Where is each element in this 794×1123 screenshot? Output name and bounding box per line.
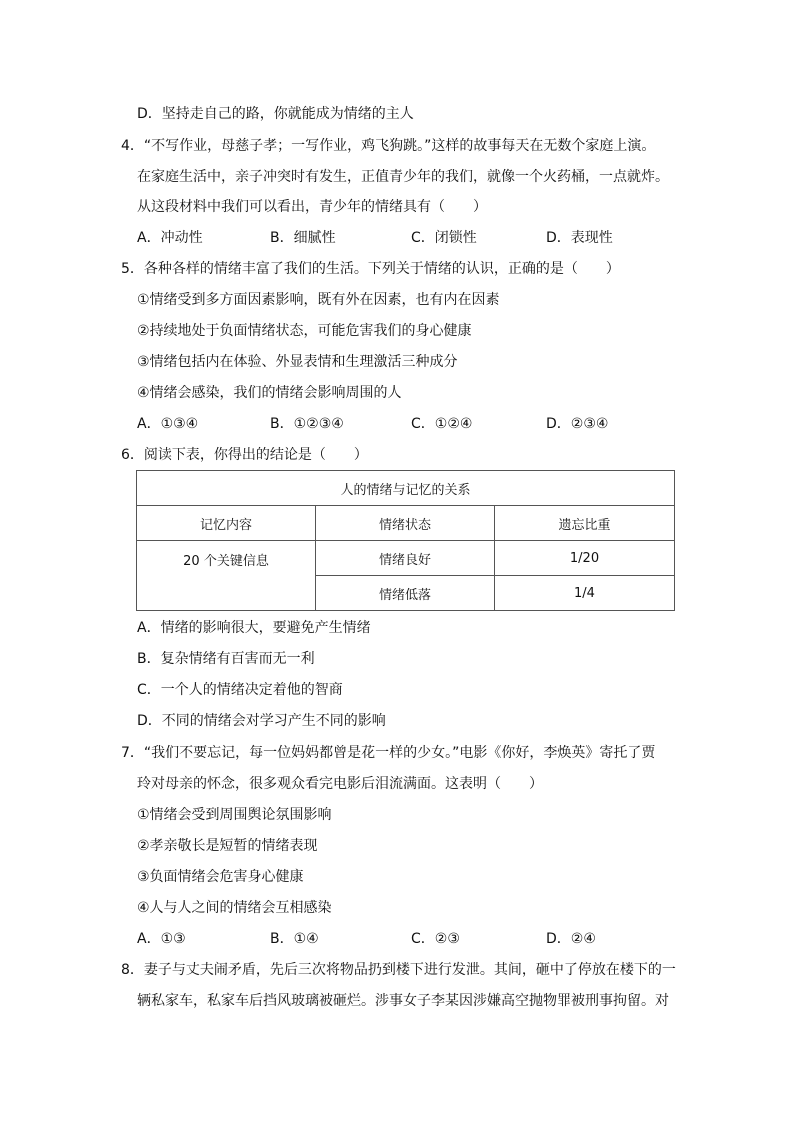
q4-option-b: B．细腻性: [270, 230, 336, 246]
q7-item-3: ③负面情绪会危害身心健康: [137, 869, 304, 885]
q5-option-c: C．①②④: [411, 416, 473, 432]
q4-option-c: C．闭锁性: [411, 230, 477, 246]
table-cell-ratio: 1/20: [495, 541, 675, 576]
q4-stem-line-3: 从这段材料中我们可以看出，青少年的情绪具有（ ）: [137, 199, 487, 215]
q7-item-1: ①情绪会受到周围舆论氛围影响: [137, 807, 332, 823]
q5-item-4: ④情绪会感染，我们的情绪会影响周围的人: [137, 385, 402, 401]
q4-option-a: A．冲动性: [137, 230, 203, 246]
table-cell-state: 情绪良好: [316, 541, 495, 576]
q7-option-c: C．②③: [411, 931, 460, 947]
q8-stem-line-2: 辆私家车，私家车后挡风玻璃被砸烂。涉事女子李某因涉嫌高空抛物罪被刑事拘留。对: [137, 993, 669, 1009]
q7-stem-line-2: 玲对母亲的怀念，很多观众看完电影后泪流满面。这表明（ ）: [137, 776, 543, 792]
q6-option-d: D．不同的情绪会对学习产生不同的影响: [137, 713, 386, 729]
q6-stem: 6．阅读下表，你得出的结论是（ ）: [121, 447, 368, 463]
table-cell-ratio: 1/4: [495, 576, 675, 611]
table-header-content: 记忆内容: [137, 506, 316, 541]
q5-stem: 5．各种各样的情绪丰富了我们的生活。下列关于情绪的认识，正确的是（ ）: [121, 261, 620, 277]
q4-option-d: D．表现性: [546, 230, 613, 246]
q6-option-c: C．一个人的情绪决定着他的智商: [137, 682, 343, 698]
q7-option-d: D．②④: [546, 931, 596, 947]
q4-stem-line-1: 4．“不写作业，母慈子孝；一写作业，鸡飞狗跳。”这样的故事每天在无数个家庭上演。: [121, 138, 656, 154]
q7-item-4: ④人与人之间的情绪会互相感染: [137, 900, 332, 916]
q5-item-3: ③情绪包括内在体验、外显表情和生理激活三种成分: [137, 354, 458, 370]
memory-emotion-table: [136, 470, 675, 611]
q5-item-2: ②持续地处于负面情绪状态，可能危害我们的身心健康: [137, 323, 472, 339]
q8-stem-line-1: 8．妻子与丈夫闹矛盾，先后三次将物品扔到楼下进行发泄。其间，砸中了停放在楼下的一: [121, 962, 676, 978]
q5-option-a: A．①③④: [137, 416, 199, 432]
table-header-ratio: 遗忘比重: [495, 506, 675, 541]
q7-item-2: ②孝亲敬长是短暂的情绪表现: [137, 838, 318, 854]
q6-option-a: A．情绪的影响很大，要避免产生情绪: [137, 620, 371, 636]
table-title: 人的情绪与记忆的关系: [137, 471, 675, 506]
table-header-state: 情绪状态: [316, 506, 495, 541]
table-cell-state: 情绪低落: [316, 576, 495, 611]
q7-option-a: A．①③: [137, 931, 186, 947]
table-cell-content: 20 个关键信息: [137, 541, 316, 611]
q5-option-d: D．②③④: [546, 416, 609, 432]
q5-item-1: ①情绪受到多方面因素影响，既有外在因素，也有内在因素: [137, 292, 500, 308]
q3-option-d: D．坚持走自己的路，你就能成为情绪的主人: [137, 106, 414, 122]
q6-option-b: B．复杂情绪有百害而无一利: [137, 651, 315, 667]
q4-stem-line-2: 在家庭生活中，亲子冲突时有发生，正值青少年的我们，就像一个火药桶，一点就炸。: [137, 169, 669, 185]
q5-option-b: B．①②③④: [270, 416, 344, 432]
q7-stem-line-1: 7．“我们不要忘记，每一位妈妈都曾是花一样的少女。”电影《你好，李焕英》寄托了贾: [121, 745, 656, 761]
q7-option-b: B．①④: [270, 931, 319, 947]
